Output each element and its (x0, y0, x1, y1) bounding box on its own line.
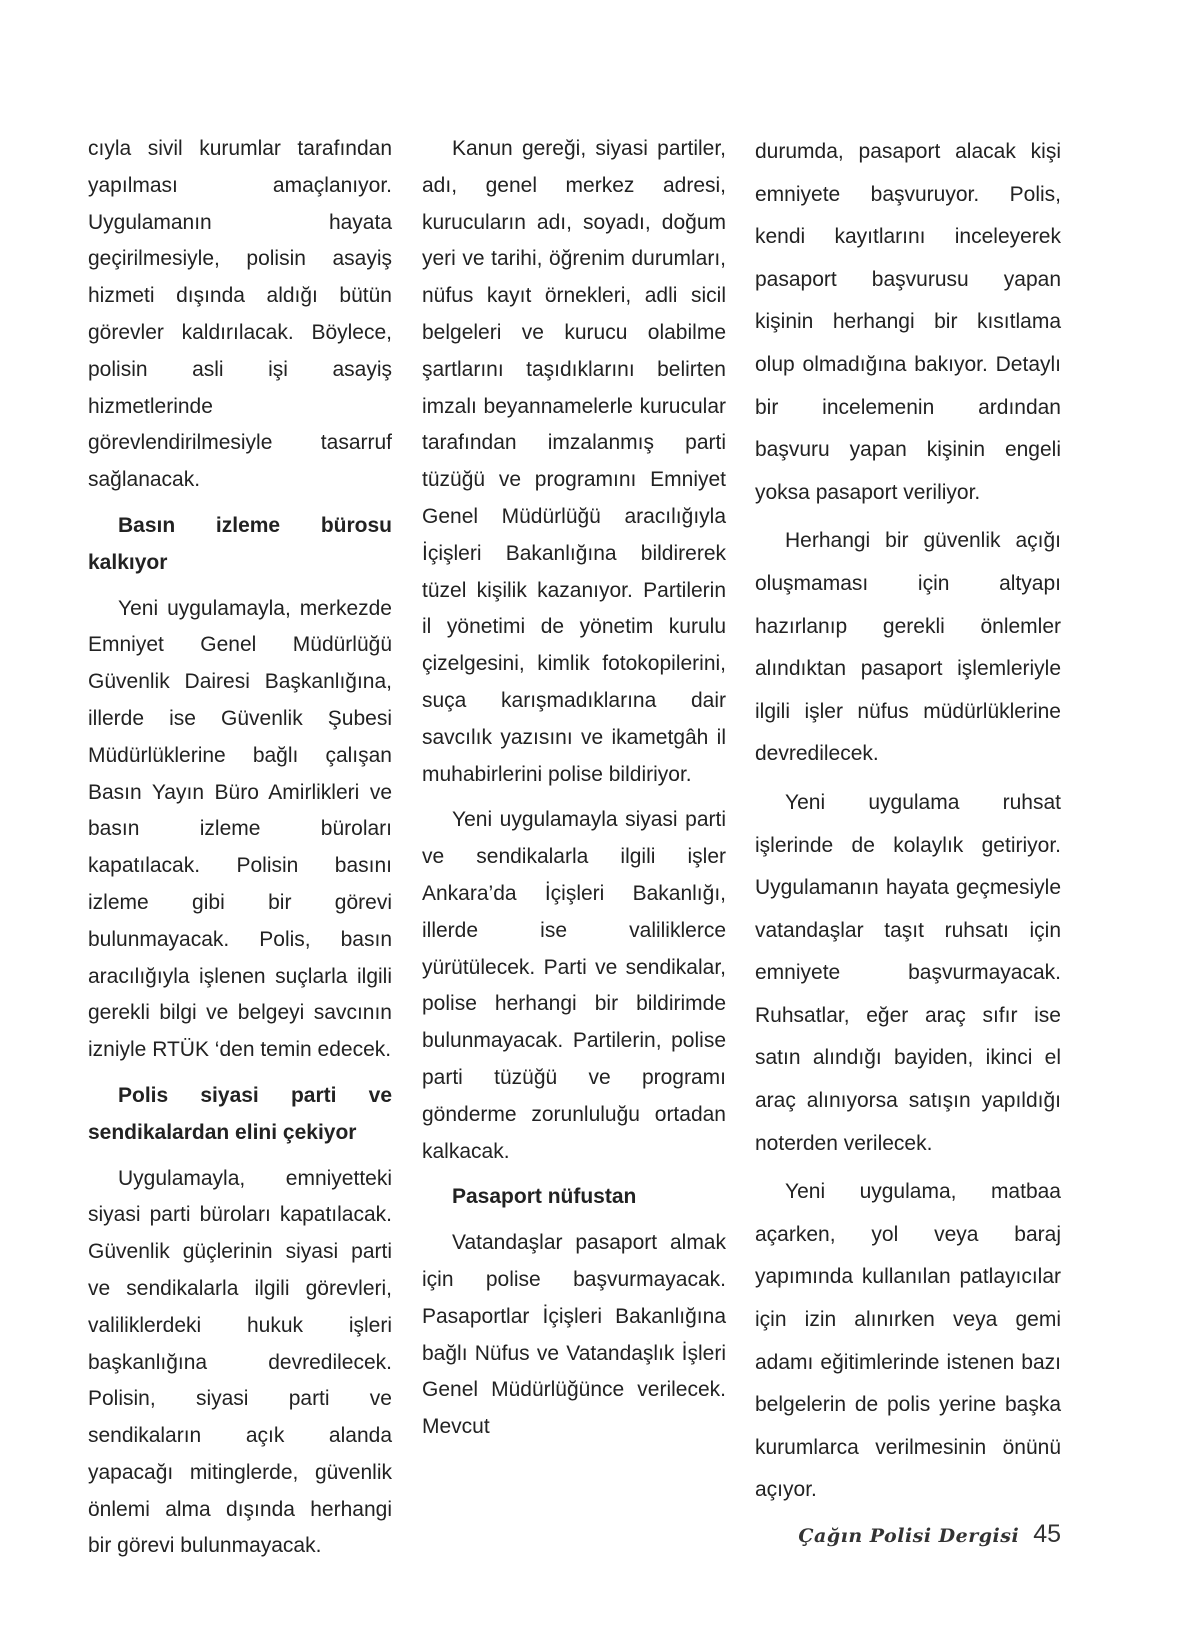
column-3 (755, 131, 1061, 1518)
page-footer (798, 1520, 1061, 1549)
body-paragraph: cıyla sivil kurumlar tarafından yapılması amaçlanıyor. Uygulamanın hayata geçirilmesiyle, polisin asayiş hizmeti dışında aldığı bütün görevler kaldırılacak. Böylece, polisin asli işi asayiş hizmetlerinde görevlendirilmesiyle tasarruf sağlanacak. (88, 137, 392, 492)
body-paragraph: Herhangi bir güvenlik açığı oluşmaması için altyapı hazırlanıp gerekli önlemler alındıktan pasaport işlemleriyle ilgili işler nüfus müdürlüklerine devredilecek. (755, 529, 1061, 766)
body-paragraph: durumda, pasaport alacak kişi emniyete başvuruyor. Polis, kendi kayıtlarını inceleyerek pasaport başvurusu yapan kişinin herhangi bir kısıtlama olup olmadığına bakıyor. Detaylı bir incelemenin ardından başvuru yapan kişinin engeli yoksa pasaport veriliyor. (755, 140, 1061, 504)
body-paragraph: Vatandaşlar pasaport almak için polise başvurmayacak. Pasaportlar İçişleri Bakanlığına bağlı Nüfus ve Vatandaşlık İşleri Genel Müdürlüğünce verilecek. Mevcut (422, 1231, 726, 1439)
body-paragraph: Uygulamayla, emniyetteki siyasi parti büroları kapatılacak. Güvenlik güçlerinin siyasi parti ve sendikalarla ilgili görevleri, valiliklerdeki hukuk işleri başkanlığına devredilecek. Polisin, siyasi parti ve sendikaların açık alanda yapacağı mitinglerde, güvenlik önlemi alma dışında herhangi bir görevi bulunmayacak. (88, 1166, 392, 1558)
column-2 (422, 131, 726, 1455)
body-paragraph: Yeni uygulama, matbaa açarken, yol veya baraj yapımında kullanılan patlayıcılar için izin alınırken veya gemi adamı eğitimlerinde istenen bazı belgelerin de polis yerine başka kurumlarca verilmesinin önünü açıyor. (755, 1180, 1061, 1502)
body-paragraph: Yeni uygulamayla, merkezde Emniyet Genel Müdürlüğü Güvenlik Dairesi Başkanlığına, illerde ise Güvenlik Şubesi Müdürlüklerine bağlı çalışan Basın Yayın Büro Amirlikleri ve basın izleme büroları kapatılacak. Polisin basını izleme gibi bir görevi bulunmayacak. Polis, basın aracılığıyla işlenen suçlarla ilgili gerekli bilgi ve belgeyi savcının izniyle RTÜK ‘den temin edecek. (88, 596, 392, 1062)
section-heading: Polis siyasi parti ve sendikalardan elini çekiyor (88, 1083, 392, 1144)
page-number: 45 (1033, 1520, 1061, 1548)
body-paragraph: Kanun gereği, siyasi partiler, adı, genel merkez adresi, kurucuların adı, soyadı, doğum yeri ve tarihi, öğrenim durumları, nüfus kayıt örnekleri, adli sicil belgeleri ve kurucu olabilme şartlarını taşıdıklarını belirten imzalı beyannamelerle kurucular tarafından imzalanmış parti tüzüğü ve programını Emniyet Genel Müdürlüğü aracılığıyla İçişleri Bakanlığına bildirerek tüzel kişilik kazanıyor. Partilerin il yönetimi de yönetim kurulu çizelgesini, kimlik fotokopilerini, suça karışmadıklarına dair savcılık yazısını ve ikametgâh il muhabirlerini polise bildiriyor. (422, 137, 726, 786)
body-paragraph: Yeni uygulama ruhsat işlerinde de kolaylık getiriyor. Uygulamanın hayata geçmesiyle vatandaşlar taşıt ruhsatı için emniyete başvurmayacak. Ruhsatlar, eğer araç sıfır ise satın alındığı bayiden, ikinci el araç alınıyorsa satışın yapıldığı noterden verilecek. (755, 790, 1061, 1155)
section-heading: Basın izleme bürosu kalkıyor (88, 513, 392, 574)
section-heading: Pasaport nüfustan (452, 1185, 637, 1209)
body-paragraph: Yeni uygulamayla siyasi parti ve sendikalarla ilgili işler Ankara’da İçişleri Bakanlığı, illerde ise valiliklerce yürütülecek. Parti ve sendikalar, polise herhangi bir bildirimde bulunmayacak. Partilerin, polise parti tüzüğü ve programı gönderme zorunluluğu ortadan kalkacak. (422, 808, 726, 1163)
column-1 (88, 131, 392, 1574)
journal-title: Çağın Polisi Dergisi (798, 1525, 1020, 1547)
